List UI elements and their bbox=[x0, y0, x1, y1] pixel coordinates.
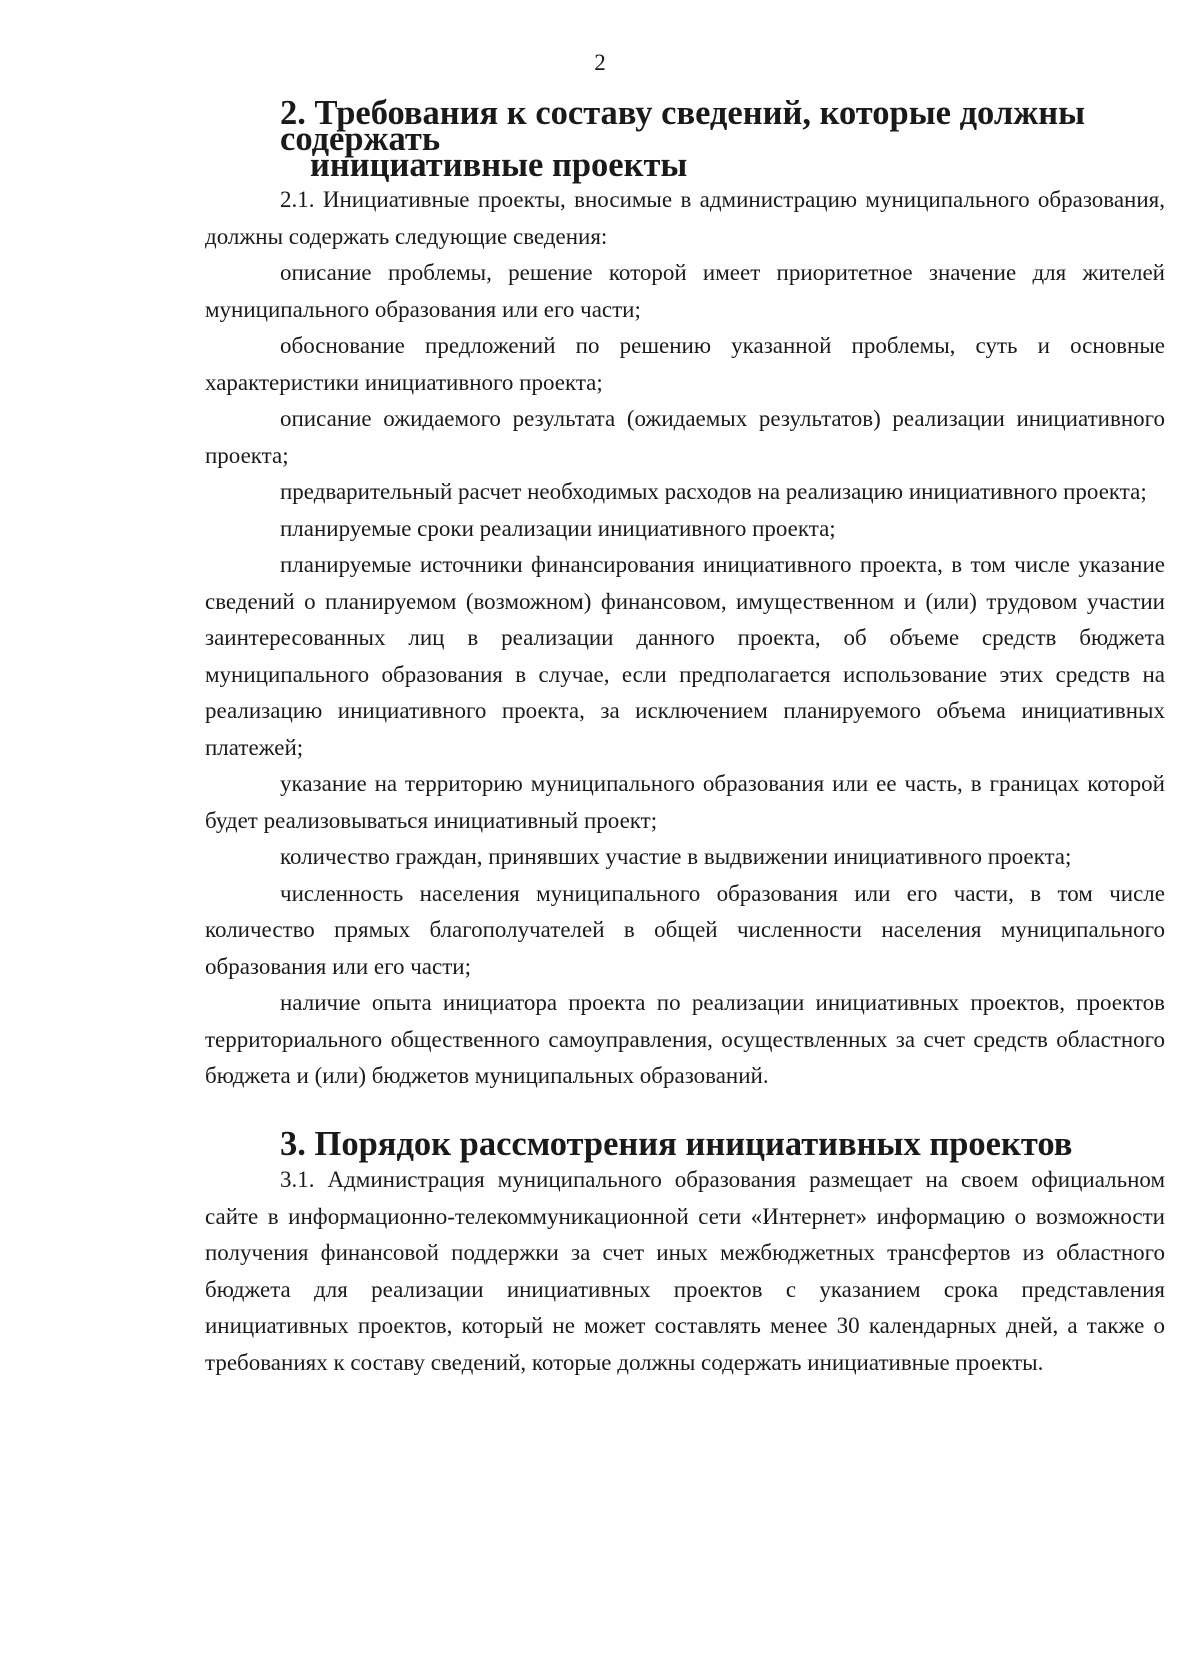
section-2-heading bbox=[205, 94, 1165, 184]
section-2-heading-line2: инициативные проекты bbox=[310, 146, 688, 184]
list-item-citizen-count: количество граждан, принявших участие в выдвижении инициативного проекта; bbox=[280, 844, 1072, 869]
list-item-timeline: планируемые сроки реализации инициативного проекта; bbox=[280, 515, 836, 541]
list-item-funding-sources: планируемые источники финансирования инициативного проекта, в том числе указание сведений о планируемом (возможном) финансовом, имущественном и (или) трудовом участии заинтересованных лиц в реализации данного проекта, об объеме средств бюджета муниципального образования в случае, если предполагается использование этих средств на реализацию инициативного проекта, за исключением планируемого объема инициативных платежей; bbox=[205, 552, 1165, 760]
list-item-problem-description: описание проблемы, решение которой имеет приоритетное значение для жителей муниципального образования или его части; bbox=[205, 260, 1165, 322]
list-item-initiator-experience: наличие опыта инициатора проекта по реализации инициативных проектов, проектов территориального общественного самоуправления, осуществленных за счет средств областного бюджета и (или) бюджетов муниципальных образований. bbox=[205, 990, 1165, 1088]
list-item-cost-estimate: предварительный расчет необходимых расходов на реализацию инициативного проекта; bbox=[280, 479, 1147, 504]
list-item-population: численность населения муниципального образования или его части, в том числе количество прямых благополучателей в общей численности населения муниципального образования или его части; bbox=[205, 880, 1165, 979]
page-number: 2 bbox=[594, 50, 606, 75]
paragraph-3-1: 3.1. Администрация муниципального образования размещает на своем официальном сайте в информационно-телекоммуникационной сети «Интернет» информацию о возможности получения финансовой поддержки за счет иных межбюджетных трансфертов из областного бюджета для реализации инициативных проектов с указанием срока представления инициативных проектов, который не может составлять менее 30 календарных дней, а также о требованиях к составу сведений, которые должны содержать инициативные проекты. bbox=[205, 1167, 1165, 1375]
paragraph-2-1: 2.1. Инициативные проекты, вносимые в администрацию муниципального образования, должны содержать следующие сведения: bbox=[205, 187, 1165, 249]
section-2-heading-line1: 2. Требования к составу сведений, которые должны содержать bbox=[280, 94, 1086, 158]
list-item-justification: обоснование предложений по решению указанной проблемы, суть и основные характеристики инициативного проекта; bbox=[205, 333, 1165, 395]
list-item-territory: указание на территорию муниципального образования или ее часть, в границах которой будет реализовываться инициативный проект; bbox=[205, 771, 1165, 833]
list-item-expected-result: описание ожидаемого результата (ожидаемых результатов) реализации инициативного проекта; bbox=[205, 406, 1165, 468]
section-3-heading: 3. Порядок рассмотрения инициативных проектов bbox=[280, 1124, 1073, 1163]
document-body bbox=[205, 94, 1165, 1381]
